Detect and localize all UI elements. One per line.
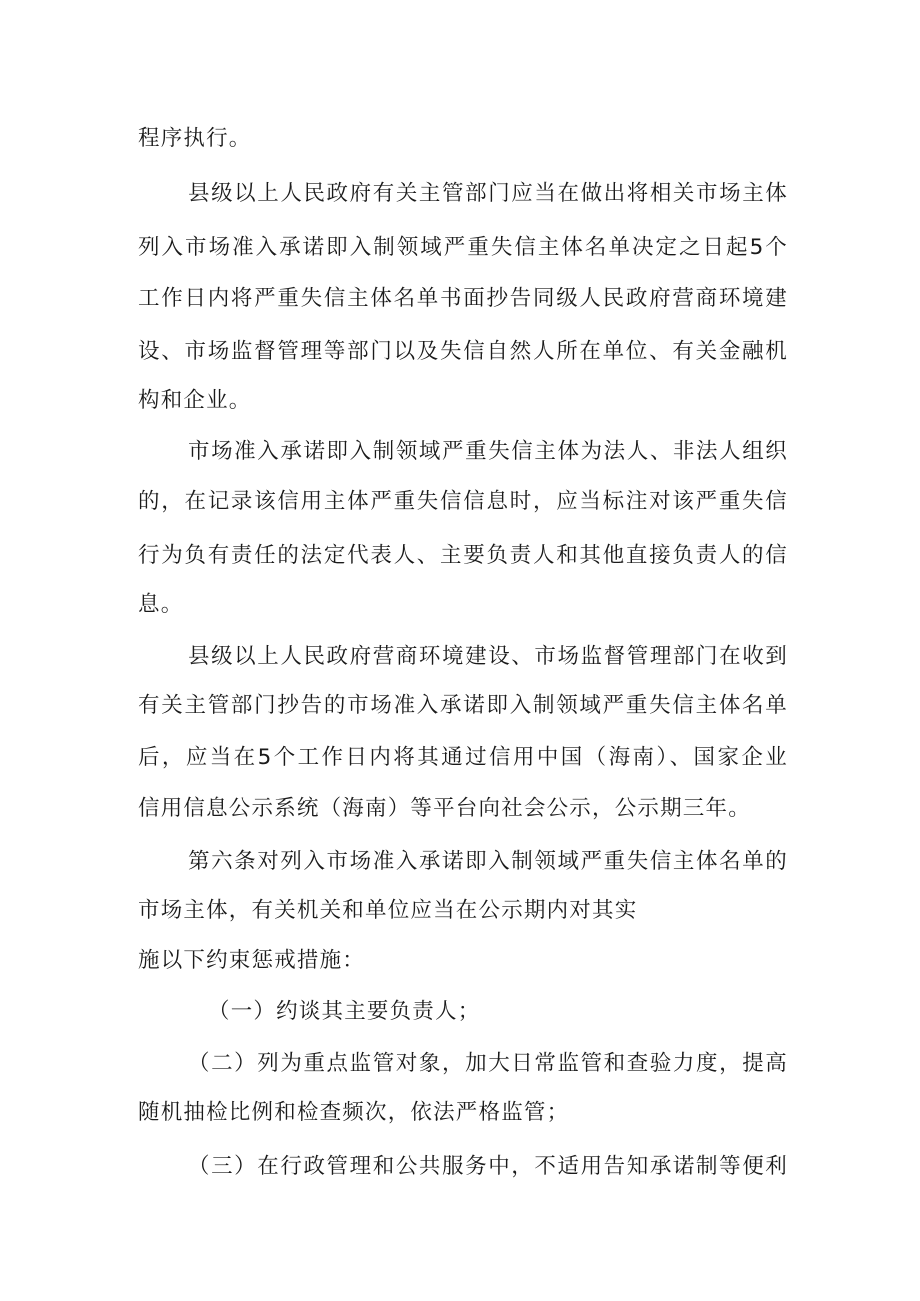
list-item: （一）约谈其主要负责人；: [208, 999, 481, 1024]
paragraph-first-line: 市场准入承诺即入制领域严重失信主体为法人、非法人组织: [188, 439, 788, 464]
text-line: 息。: [138, 592, 184, 617]
paragraph-first-line: 县级以上人民政府营商环境建设、市场监督管理部门在收到: [188, 644, 788, 669]
text-line: 行为负有责任的法定代表人、主要负责人和其他直接负责人的信: [138, 543, 788, 568]
text-line: 程序执行。: [138, 126, 252, 151]
text-line: 市场主体，有关机关和单位应当在公示期内对其实: [138, 898, 638, 923]
paragraph-first-line: 县级以上人民政府有关主管部门应当在做出将相关市场主体: [188, 181, 788, 206]
text-line: 的，在记录该信用主体严重失信信息时，应当标注对该严重失信: [138, 489, 788, 514]
paragraph-first-line: 第六条对列入市场准入承诺即入制领域严重失信主体名单的: [188, 849, 788, 874]
text-line: 信用信息公示系统（海南）等平台向社会公示，公示期三年。: [138, 796, 751, 821]
text-line: 施以下约束惩戒措施：: [138, 948, 366, 973]
text-line: 随机抽检比例和检查频次，依法严格监管；: [138, 1100, 570, 1125]
text-line: 设、市场监督管理等部门以及失信自然人所在单位、有关金融机: [138, 339, 788, 364]
text-line: 构和企业。: [138, 388, 252, 413]
list-item: （二）列为重点监管对象，加大日常监管和查验力度，提高: [188, 1051, 788, 1076]
text-line: 列入市场准入承诺即入制领域严重失信主体名单决定之日起5个: [138, 235, 788, 260]
text-line: 工作日内将严重失信主体名单书面抄告同级人民政府营商环境建: [138, 286, 788, 311]
text-line: 后，应当在5个工作日内将其通过信用中国（海南）、国家企业: [138, 745, 788, 770]
text-line: 有关主管部门抄告的市场准入承诺即入制领域严重失信主体名单: [138, 693, 788, 718]
list-item: （三）在行政管理和公共服务中，不适用告知承诺制等便利: [188, 1154, 788, 1179]
